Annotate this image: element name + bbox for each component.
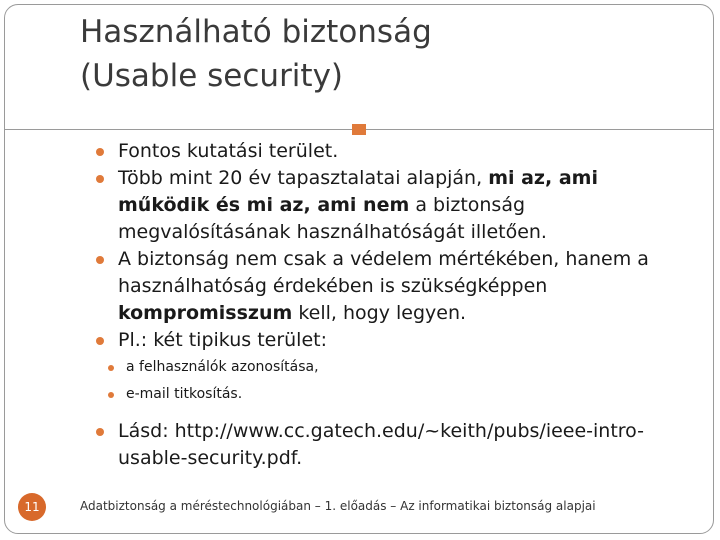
sub-bullet-dot-icon — [108, 392, 114, 398]
slide-title-line2: (Usable security) — [80, 58, 344, 94]
sub-bullet-text: e-mail titkosítás. — [126, 386, 243, 402]
bullet-link-text: Lásd: http://www.cc.gatech.edu/~keith/pubs/ieee-intro-usable-security.pdf. — [118, 420, 645, 469]
bullet-dot-icon — [96, 175, 104, 183]
bullet-text: a biztonság megvalósításának használhatóságát illetően. — [118, 194, 547, 243]
bullet-text: Fontos kutatási terület. — [118, 140, 339, 162]
sub-bullet-dot-icon — [108, 365, 114, 371]
page-number-badge: 11 — [18, 493, 46, 521]
bullet-dot-icon — [96, 337, 104, 345]
sub-bullet-email-encryption — [102, 381, 676, 408]
bullet-reference-link — [96, 418, 676, 472]
divider-accent — [352, 124, 366, 135]
bullet-text: kell, hogy legyen. — [292, 302, 467, 324]
slide-title — [80, 10, 680, 98]
bullet-research-area — [96, 138, 676, 165]
bullet-text: A biztonság nem csak a védelem mértékében, hanem a használhatóság érdekében is szükségképpen — [118, 248, 649, 297]
bullet-dot-icon — [96, 256, 104, 264]
bullet-compromise — [96, 246, 676, 327]
bullet-experience — [96, 165, 676, 246]
bullet-dot-icon — [96, 148, 104, 156]
bullet-bold-text: mi az, ami működik és mi az, ami nem — [118, 167, 598, 216]
bullet-text: Pl.: két tipikus terület: — [118, 329, 327, 351]
bullet-typical-areas — [96, 327, 676, 354]
bullet-text: Több mint 20 év tapasztalatai alapján, — [118, 167, 489, 189]
sub-bullet-authentication — [102, 354, 676, 381]
bullet-bold-text: kompromisszum — [118, 302, 293, 324]
slide-title-line1: Használható biztonság — [80, 14, 432, 50]
sub-bullet-text: a felhasználók azonosítása, — [126, 359, 319, 375]
bullet-dot-icon — [96, 428, 104, 436]
slide-content — [96, 138, 676, 472]
footer-text: Adatbiztonság a méréstechnológiában – 1. előadás – Az informatikai biztonság alapjai — [80, 499, 596, 513]
